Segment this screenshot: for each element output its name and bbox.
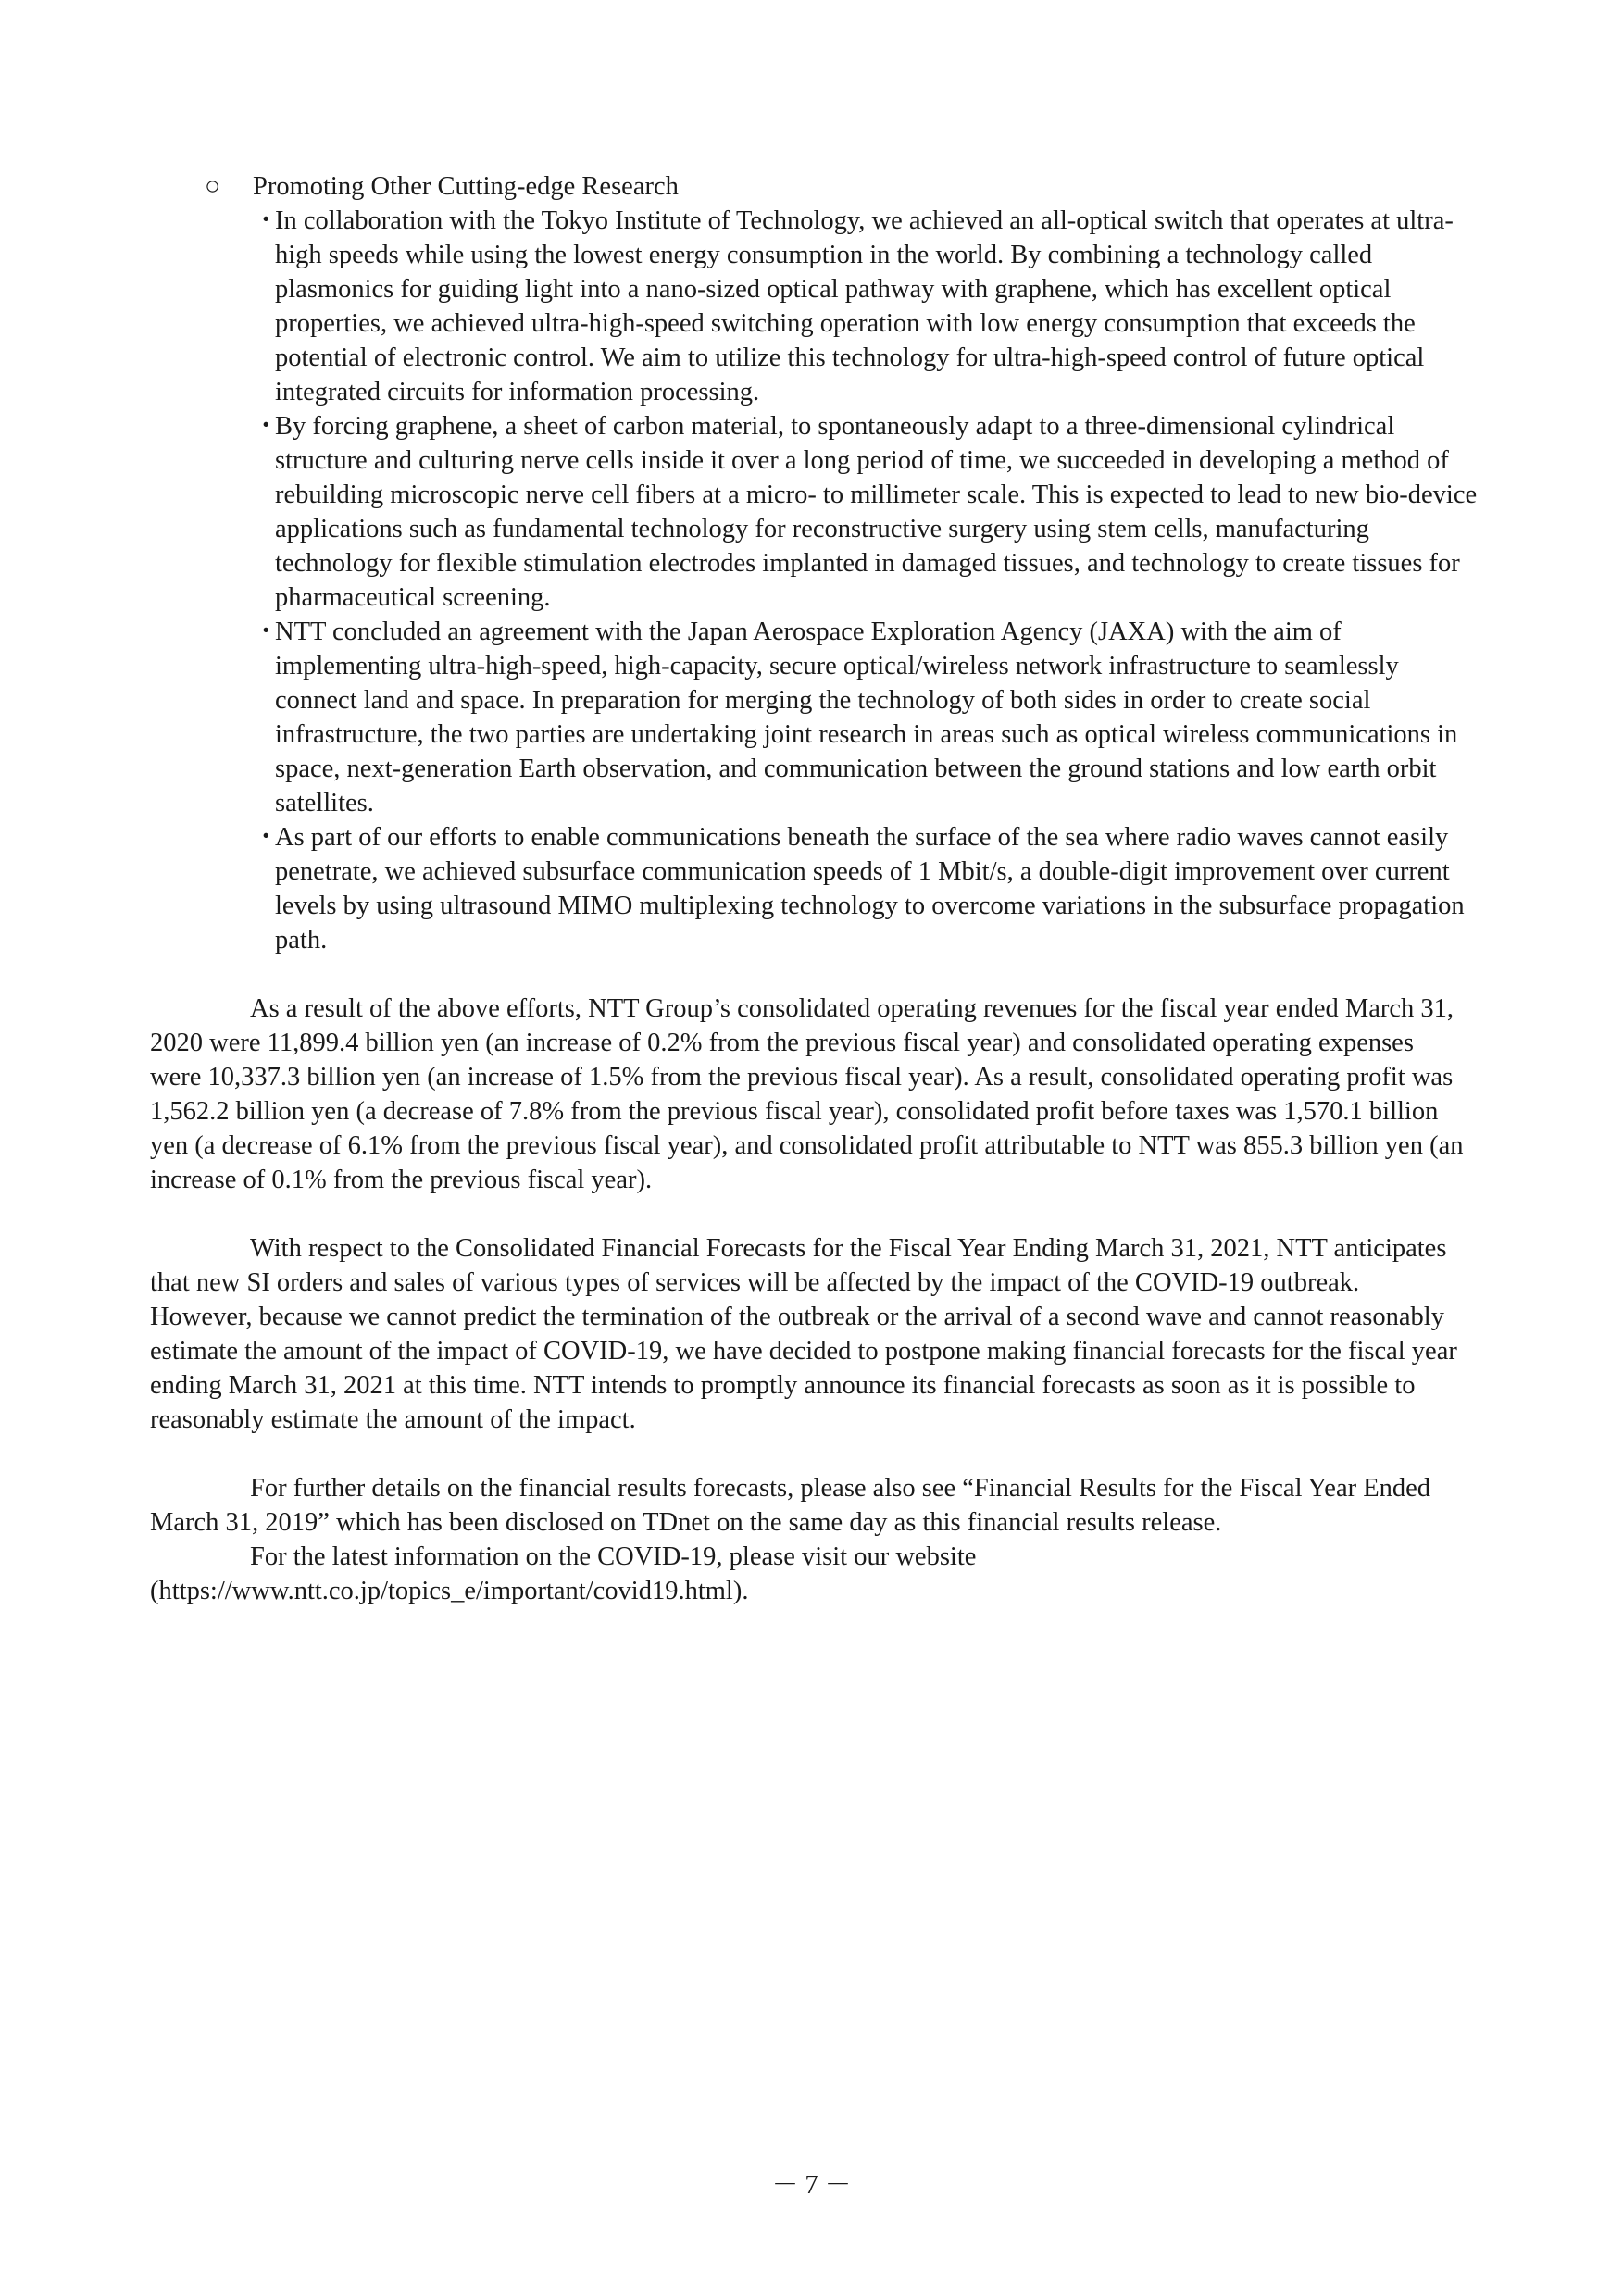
bullet-item-graphene-nerve-cells (205, 409, 1479, 615)
bullet-dot-icon: ・ (253, 823, 280, 852)
research-bullet-list (205, 204, 1482, 957)
bullet-item-jaxa-agreement (205, 615, 1479, 820)
bullet-dot-icon: ・ (253, 206, 280, 235)
circle-bullet-icon: ○ (205, 172, 221, 201)
page-number: － 7 － (771, 2171, 852, 2200)
bullet-text: In collaboration with the Tokyo Institute of Technology, we achieved an all-optical switch that operates at ultra-high speeds while using the lowest energy consumption in the world. By combining a technology called plasmonics for guiding light into a nano-sized optical pathway with graphene, which has excellent optical properties, we achieved ultra-high-speed switching operation with low energy consumption that exceeds the potential of electronic control. We aim to utilize this technology for ultra-high-speed control of future optical integrated circuits for information processing. (275, 206, 1454, 406)
bullet-item-subsurface-communication (205, 820, 1479, 957)
bullet-dot-icon: ・ (253, 618, 280, 646)
bullet-dot-icon: ・ (253, 412, 280, 441)
bullet-text: NTT concluded an agreement with the Japan Aerospace Exploration Agency (JAXA) with the aim of implementing ultra-high-speed, high-capacity, secure optical/wireless network infrastructure to seamlessly connect land and space. In preparation for merging the technology of both sides in order to create social infrastructure, the two parties are undertaking joint research in areas such as optical wireless communications in space, next-generation Earth observation, and communication between the ground stations and low earth orbit satellites. (275, 618, 1458, 817)
section-heading-text: Promoting Other Cutting-edge Research (253, 172, 679, 201)
bullet-item-optical-switch (205, 204, 1479, 409)
forecast-paragraph: With respect to the Consolidated Financial Forecasts for the Fiscal Year Ending March 31, 2021, NTT anticipates that new SI orders and sales of various types of services will be affected by the impact of the COVID-19 outbreak. However, because we cannot predict the termination of the outbreak or the arrival of a second wave and cannot reasonably estimate the amount of the impact of COVID-19, we have decided to postpone making financial forecasts for the fiscal year ending March 31, 2021 at this time. NTT intends to promptly announce its financial forecasts as soon as it is possible to reasonably estimate the amount of the impact. (150, 1234, 1457, 1434)
research-section (205, 169, 1482, 957)
bullet-text: As part of our efforts to enable communications beneath the surface of the sea where radio waves cannot easily penetrate, we achieved subsurface communication speeds of 1 Mbit/s, a double-digit improvement over current levels by using ultrasound MIMO multiplexing technology to overcome variations in the subsurface propagation path. (275, 823, 1465, 955)
bullet-text: By forcing graphene, a sheet of carbon material, to spontaneously adapt to a three-dimensional cylindrical structure and culturing nerve cells inside it over a long period of time, we succeeded in developing a method of rebuilding microscopic nerve cell fibers at a micro- to millimeter scale. This is expected to lead to new bio-device applications such as fundamental technology for reconstructive surgery using stem cells, manufacturing technology for flexible stimulation electrodes implanted in damaged tissues, and technology to create tissues for pharmaceutical screening. (275, 412, 1478, 612)
section-heading (205, 169, 1482, 204)
details-paragraph: For further details on the financial results forecasts, please also see “Financial Results for the Fiscal Year Ended March 31, 2019” which has been disclosed on TDnet on the same day as this financial results release. (150, 1474, 1431, 1537)
results-paragraph: As a result of the above efforts, NTT Group’s consolidated operating revenues for the fiscal year ended March 31, 2020 were 11,899.4 billion yen (an increase of 0.2% from the previous fiscal year) and consolidated operating expenses were 10,337.3 billion yen (an increase of 1.5% from the previous fiscal year). As a result, consolidated operating profit was 1,562.2 billion yen (a decrease of 7.8% from the previous fiscal year), consolidated profit before taxes was 1,570.1 billion yen (a decrease of 6.1% from the previous fiscal year), and consolidated profit attributable to NTT was 855.3 billion yen (an increase of 0.1% from the previous fiscal year). (150, 994, 1464, 1194)
covid-info-paragraph: For the latest information on the COVID-19, please visit our website (https://www.ntt.co.jp/topics_e/important/covid19.html). (150, 1542, 977, 1605)
